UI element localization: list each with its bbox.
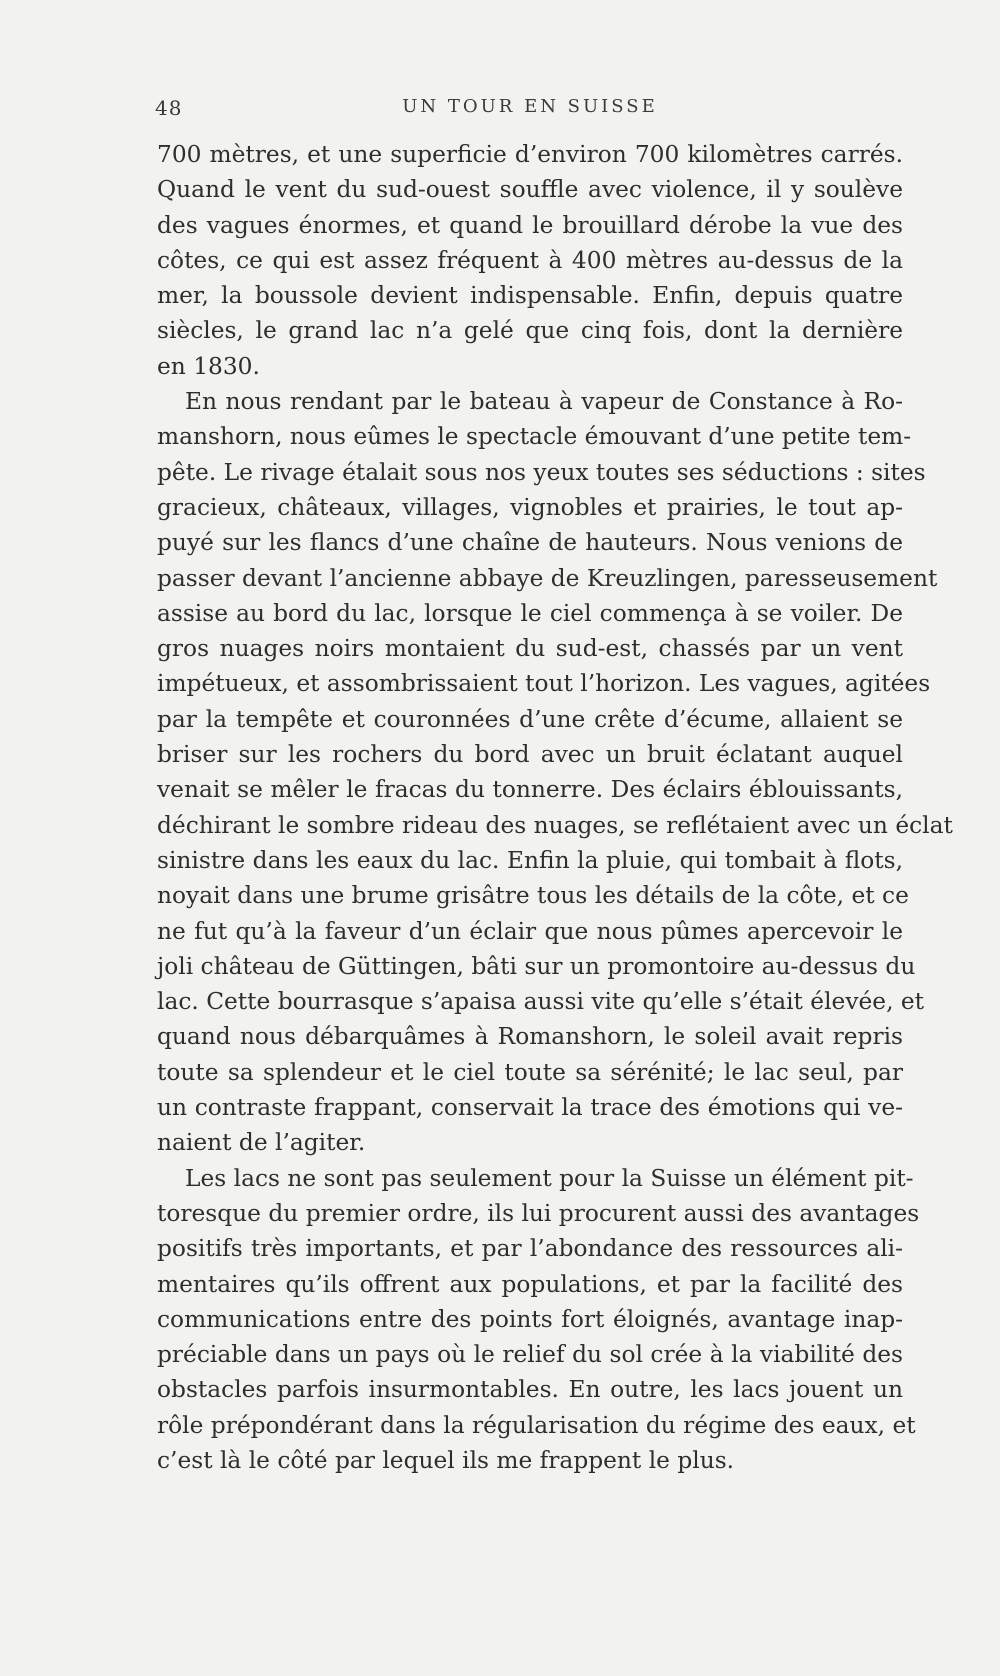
text-line: impétueux, et assombrissaient tout l’horizon. Les vagues, agitées	[157, 670, 931, 698]
text-line: ne fut qu’à la faveur d’un éclair que nous pûmes apercevoir le	[157, 917, 903, 945]
text-line: pête. Le rivage étalait sous nos yeux toutes ses séductions : sites	[157, 458, 926, 486]
text-line: naient de l’agiter.	[157, 1129, 366, 1157]
text-line: c’est là le côté par lequel ils me frappent le plus.	[157, 1446, 735, 1474]
text-line: 700 mètres, et une superficie d’environ 700 kilomètres carrés.	[157, 141, 903, 168]
text-line: rôle prépondérant dans la régularisation du régime des eaux, et	[157, 1411, 916, 1439]
text-line: en 1830.	[157, 352, 260, 380]
text-line: joli château de Güttingen, bâti sur un promontoire au-dessus du	[157, 952, 916, 980]
text-line: briser sur les rochers du bord avec un bruit éclatant auquel	[157, 741, 903, 769]
text-line: noyait dans une brume grisâtre tous les détails de la côte, et ce	[157, 882, 909, 910]
page-number: 48	[155, 96, 183, 120]
text-line: toresque du premier ordre, ils lui procurent aussi des avantages	[157, 1199, 920, 1227]
text-line: passer devant l’ancienne abbaye de Kreuzlingen, paresseusement	[157, 564, 938, 592]
text-line: venait se mêler le fracas du tonnerre. Des éclairs éblouissants,	[157, 776, 903, 804]
text-line: manshorn, nous eûmes le spectacle émouvant d’une petite tem-	[157, 423, 912, 451]
text-line: toute sa splendeur et le ciel toute sa sérénité; le lac seul, par	[157, 1058, 903, 1086]
text-line: lac. Cette bourrasque s’apaisa aussi vite qu’elle s’était élevée, et	[157, 988, 925, 1016]
paragraph-3	[157, 1161, 920, 1479]
text-line: un contraste frappant, conservait la trace des émotions qui ve-	[157, 1094, 903, 1122]
paragraph-1	[157, 137, 903, 384]
text-line: gracieux, châteaux, villages, vignobles et prairies, le tout ap-	[157, 493, 903, 521]
text-line: mer, la boussole devient indispensable. Enfin, depuis quatre	[157, 282, 903, 310]
text-line: préciable dans un pays où le relief du sol crée à la viabilité des	[157, 1341, 903, 1369]
text-line: gros nuages noirs montaient du sud-est, chassés par un vent	[157, 635, 903, 663]
text-line: déchirant le sombre rideau des nuages, se reflétaient avec un éclat	[157, 811, 953, 839]
text-line: puyé sur les flancs d’une chaîne de hauteurs. Nous venions de	[157, 529, 903, 557]
text-line: assise au bord du lac, lorsque le ciel commença à se voiler. De	[157, 599, 903, 627]
text-line: En nous rendant par le bateau à vapeur de Constance à Ro-	[185, 388, 903, 416]
page-header	[155, 96, 905, 126]
text-line: quand nous débarquâmes à Romanshorn, le soleil avait repris	[157, 1023, 903, 1051]
paragraph-2	[157, 384, 953, 1161]
text-line: sinistre dans les eaux du lac. Enfin la pluie, qui tombait à flots,	[157, 846, 903, 874]
text-line: Les lacs ne sont pas seulement pour la Suisse un élément pit-	[185, 1164, 914, 1192]
text-line: côtes, ce qui est assez fréquent à 400 mètres au-dessus de la	[157, 246, 903, 274]
text-line: obstacles parfois insurmontables. En outre, les lacs jouent un	[157, 1376, 903, 1404]
text-line: positifs très importants, et par l’abondance des ressources ali-	[157, 1235, 903, 1263]
text-line: Quand le vent du sud-ouest souffle avec violence, il y soulève	[157, 176, 903, 204]
body-text	[157, 137, 953, 1478]
running-title: UN TOUR EN SUISSE	[402, 96, 658, 117]
text-line: siècles, le grand lac n’a gelé que cinq fois, dont la dernière	[157, 317, 903, 345]
text-line: mentaires qu’ils offrent aux populations, et par la facilité des	[157, 1270, 903, 1298]
text-line: communications entre des points fort éloignés, avantage inap-	[157, 1305, 903, 1333]
text-line: par la tempête et couronnées d’une crête d’écume, allaient se	[157, 705, 903, 733]
text-line: des vagues énormes, et quand le brouillard dérobe la vue des	[157, 211, 903, 239]
